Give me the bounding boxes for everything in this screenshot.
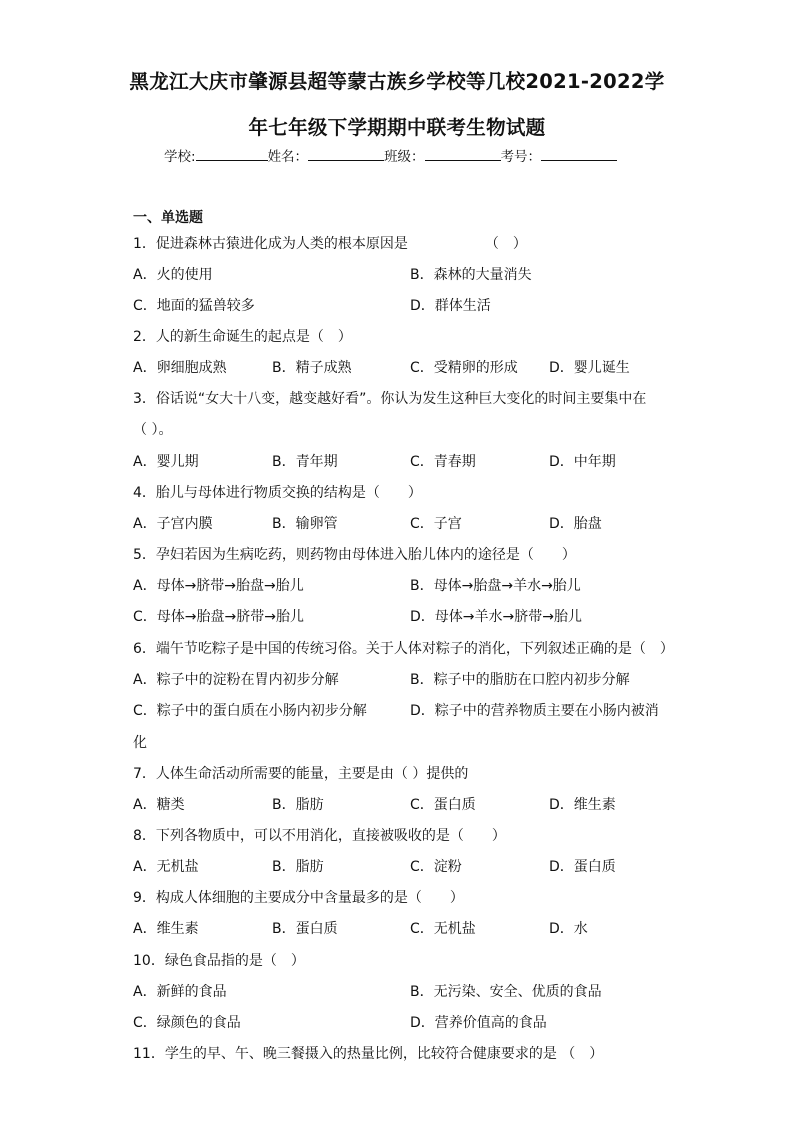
question-5-options <box>133 575 673 597</box>
question-2-options <box>133 357 673 379</box>
option-b[interactable]: B．森林的大量消失 <box>410 267 532 283</box>
question-10-options <box>133 981 673 1003</box>
exam-title-line-1: 黑龙江大庆市肇源县超等蒙古族乡学校等几校2021-2022学 <box>129 70 665 93</box>
option-d[interactable]: D．维生素 <box>549 797 616 813</box>
question-8: 8．下列各物质中，可以不用消化，直接被吸收的是（ ） <box>133 828 506 844</box>
option-c[interactable]: C．子宫 <box>410 516 462 532</box>
question-4: 4．胎儿与母体进行物质交换的结构是（ ） <box>133 485 422 501</box>
option-c[interactable]: C．无机盐 <box>410 921 476 937</box>
name-blank[interactable] <box>308 148 384 161</box>
question-11: 11．学生的早、午、晚三餐摄入的热量比例，比较符合健康要求的是 （ ） <box>133 1046 604 1062</box>
option-d[interactable]: D．中年期 <box>549 454 616 470</box>
question-3-continued: （ ）。 <box>133 422 173 438</box>
question-10-options-2 <box>133 1012 673 1034</box>
number-label: 考号： <box>500 149 542 165</box>
option-c[interactable]: C．青春期 <box>410 454 476 470</box>
option-b[interactable]: B．精子成熟 <box>272 360 352 376</box>
question-3-options <box>133 451 673 473</box>
question-6-option-d-continued: 化 <box>133 735 147 751</box>
option-d[interactable]: D．营养价值高的食品 <box>410 1015 547 1031</box>
option-a[interactable]: A．卵细胞成熟 <box>133 360 227 376</box>
option-a[interactable]: A．新鲜的食品 <box>133 984 227 1000</box>
name-label: 姓名： <box>267 149 309 165</box>
option-d[interactable]: D．胎盘 <box>549 516 602 532</box>
class-blank[interactable] <box>425 148 501 161</box>
question-7-options <box>133 794 673 816</box>
question-1: 1．促进森林古猿进化成为人类的根本原因是 （ ） <box>133 236 527 252</box>
option-b[interactable]: B．无污染、安全、优质的食品 <box>410 984 602 1000</box>
option-d[interactable]: D．粽子中的营养物质主要在小肠内被消 <box>410 703 659 719</box>
option-a[interactable]: A．粽子中的淀粉在胃内初步分解 <box>133 672 339 688</box>
option-a[interactable]: A．母体→脐带→胎盘→胎儿 <box>133 578 304 594</box>
option-b[interactable]: B．脂肪 <box>272 859 324 875</box>
section-title: 一、单选题 <box>133 210 203 226</box>
option-b[interactable]: B．青年期 <box>272 454 338 470</box>
option-b[interactable]: B．蛋白质 <box>272 921 338 937</box>
option-c[interactable]: C．绿颜色的食品 <box>133 1015 241 1031</box>
class-label: 班级： <box>384 149 425 165</box>
question-6-options <box>133 669 673 691</box>
option-c[interactable]: C．母体→胎盘→脐带→胎儿 <box>133 609 304 625</box>
question-9: 9．构成人体细胞的主要成分中含量最多的是（ ） <box>133 890 464 906</box>
option-a[interactable]: A．火的使用 <box>133 267 213 283</box>
student-info-line <box>164 145 644 165</box>
number-blank[interactable] <box>541 148 617 161</box>
option-a[interactable]: A．婴儿期 <box>133 454 199 470</box>
option-c[interactable]: C．地面的猛兽较多 <box>133 298 255 314</box>
question-8-options <box>133 856 673 878</box>
option-c[interactable]: C．粽子中的蛋白质在小肠内初步分解 <box>133 703 367 719</box>
option-a[interactable]: A．糖类 <box>133 797 185 813</box>
option-d[interactable]: D．母体→羊水→脐带→胎儿 <box>410 609 582 625</box>
question-6: 6．端午节吃粽子是中国的传统习俗。关于人体对粽子的消化，下列叙述正确的是（ ） <box>133 641 674 657</box>
option-a[interactable]: A．子宫内膜 <box>133 516 213 532</box>
option-b[interactable]: B．母体→胎盘→羊水→胎儿 <box>410 578 581 594</box>
option-d[interactable]: D．水 <box>549 921 588 937</box>
school-blank[interactable] <box>196 148 268 161</box>
question-4-options <box>133 513 673 535</box>
question-1-options-2 <box>133 295 673 317</box>
option-b[interactable]: B．输卵管 <box>272 516 338 532</box>
option-d[interactable]: D．群体生活 <box>410 298 491 314</box>
question-1-options <box>133 264 673 286</box>
option-a[interactable]: A．无机盐 <box>133 859 199 875</box>
question-5-options-2 <box>133 606 673 628</box>
option-b[interactable]: B．粽子中的脂肪在口腔内初步分解 <box>410 672 630 688</box>
option-b[interactable]: B．脂肪 <box>272 797 324 813</box>
question-3: 3．俗话说“女大十八变，越变越好看”。你认为发生这种巨大变化的时间主要集中在 <box>133 391 647 407</box>
question-5: 5．孕妇若因为生病吃药，则药物由母体进入胎儿体内的途径是（ ） <box>133 547 576 563</box>
question-9-options <box>133 918 673 940</box>
question-2: 2．人的新生命诞生的起点是（ ） <box>133 329 352 345</box>
option-a[interactable]: A．维生素 <box>133 921 199 937</box>
question-10: 10．绿色食品指的是（ ） <box>133 953 305 969</box>
option-d[interactable]: D．蛋白质 <box>549 859 616 875</box>
option-c[interactable]: C．淀粉 <box>410 859 462 875</box>
option-d[interactable]: D．婴儿诞生 <box>549 360 630 376</box>
option-c[interactable]: C．受精卵的形成 <box>410 360 518 376</box>
option-c[interactable]: C．蛋白质 <box>410 797 476 813</box>
school-label: 学校: <box>164 149 196 165</box>
exam-title-line-2: 年七年级下学期期中联考生物试题 <box>248 116 546 139</box>
question-7: 7．人体生命活动所需要的能量，主要是由（ ）提供的 <box>133 766 469 782</box>
question-6-options-2 <box>133 700 673 722</box>
